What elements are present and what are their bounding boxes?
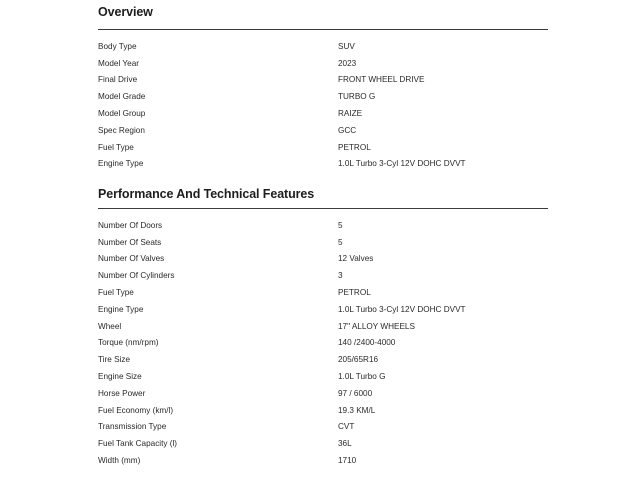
spec-row-wheel bbox=[98, 318, 548, 335]
spec-label: Number Of Seats bbox=[98, 237, 162, 247]
spec-row-number-of-doors bbox=[98, 217, 548, 234]
spec-value: 97 / 6000 bbox=[338, 388, 373, 398]
overview-title: Overview bbox=[98, 5, 153, 19]
spec-row-model-grade bbox=[98, 88, 548, 105]
spec-label: Spec Region bbox=[98, 125, 145, 135]
spec-value: 2023 bbox=[338, 58, 357, 68]
spec-label: Engine Type bbox=[98, 304, 144, 314]
spec-label: Model Year bbox=[98, 58, 139, 68]
spec-row-horse-power bbox=[98, 385, 548, 402]
spec-value: 17" ALLOY WHEELS bbox=[338, 321, 415, 331]
spec-value: 205/65R16 bbox=[338, 355, 379, 365]
spec-value: 1.0L Turbo G bbox=[338, 372, 386, 382]
spec-label: Fuel Type bbox=[98, 288, 134, 298]
spec-label: Engine Size bbox=[98, 372, 142, 382]
spec-value: PETROL bbox=[338, 288, 371, 298]
spec-value: 140 /2400-4000 bbox=[338, 338, 396, 348]
spec-row-number-of-valves bbox=[98, 251, 548, 268]
spec-value: 3 bbox=[338, 271, 343, 281]
spec-label: Number Of Valves bbox=[98, 254, 165, 264]
spec-row-engine-type bbox=[98, 301, 548, 318]
spec-value: 1.0L Turbo 3-Cyl 12V DOHC DVVT bbox=[338, 159, 466, 169]
overview-divider bbox=[98, 29, 548, 30]
overview-section bbox=[98, 4, 548, 172]
spec-row-width bbox=[98, 452, 548, 469]
performance-section bbox=[98, 186, 548, 469]
spec-value: FRONT WHEEL DRIVE bbox=[338, 75, 425, 85]
spec-label: Body Type bbox=[98, 41, 137, 51]
spec-label: Tire Size bbox=[98, 355, 130, 365]
spec-value: 19.3 KM/L bbox=[338, 405, 376, 415]
spec-row-fuel-economy bbox=[98, 402, 548, 419]
spec-value: RAIZE bbox=[338, 109, 363, 119]
spec-label: Model Group bbox=[98, 109, 146, 119]
spec-row-number-of-cylinders bbox=[98, 267, 548, 284]
spec-row-fuel-type bbox=[98, 139, 548, 156]
spec-row-engine-size bbox=[98, 368, 548, 385]
spec-value: SUV bbox=[338, 41, 355, 51]
spec-value: PETROL bbox=[338, 142, 371, 152]
spec-value: TURBO G bbox=[338, 92, 376, 102]
spec-row-model-year bbox=[98, 55, 548, 72]
spec-label: Width (mm) bbox=[98, 456, 141, 466]
spec-value: 12 Valves bbox=[338, 254, 374, 264]
spec-label: Number Of Doors bbox=[98, 220, 163, 230]
spec-label: Wheel bbox=[98, 321, 122, 331]
spec-row-engine-type bbox=[98, 156, 548, 173]
spec-label: Fuel Type bbox=[98, 142, 134, 152]
spec-label: Fuel Economy (km/l) bbox=[98, 405, 174, 415]
performance-divider bbox=[98, 208, 548, 209]
spec-label: Final Drive bbox=[98, 75, 138, 85]
spec-value: GCC bbox=[338, 125, 357, 135]
spec-label: Model Grade bbox=[98, 92, 146, 102]
spec-row-fuel-tank-capacity bbox=[98, 435, 548, 452]
spec-value: 5 bbox=[338, 237, 343, 247]
spec-row-model-group bbox=[98, 105, 548, 122]
spec-label: Engine Type bbox=[98, 159, 144, 169]
spec-value: 5 bbox=[338, 220, 343, 230]
spec-row-fuel-type bbox=[98, 284, 548, 301]
spec-row-spec-region bbox=[98, 122, 548, 139]
performance-title: Performance And Technical Features bbox=[98, 187, 315, 201]
spec-label: Horse Power bbox=[98, 388, 146, 398]
spec-row-tire-size bbox=[98, 351, 548, 368]
spec-row-number-of-seats bbox=[98, 234, 548, 251]
performance-spec-table bbox=[98, 217, 548, 469]
spec-value: CVT bbox=[338, 422, 355, 432]
spec-row-body-type bbox=[98, 38, 548, 55]
spec-row-transmission-type bbox=[98, 419, 548, 436]
overview-spec-table bbox=[98, 38, 548, 172]
spec-value: 1.0L Turbo 3-Cyl 12V DOHC DVVT bbox=[338, 304, 466, 314]
spec-row-final-drive bbox=[98, 72, 548, 89]
spec-label: Torque (nm/rpm) bbox=[98, 338, 159, 348]
spec-label: Number Of Cylinders bbox=[98, 271, 175, 281]
spec-label: Transmission Type bbox=[98, 422, 167, 432]
spec-value: 1710 bbox=[338, 456, 357, 466]
spec-value: 36L bbox=[338, 439, 352, 449]
spec-label: Fuel Tank Capacity (l) bbox=[98, 439, 178, 449]
spec-row-torque bbox=[98, 335, 548, 352]
